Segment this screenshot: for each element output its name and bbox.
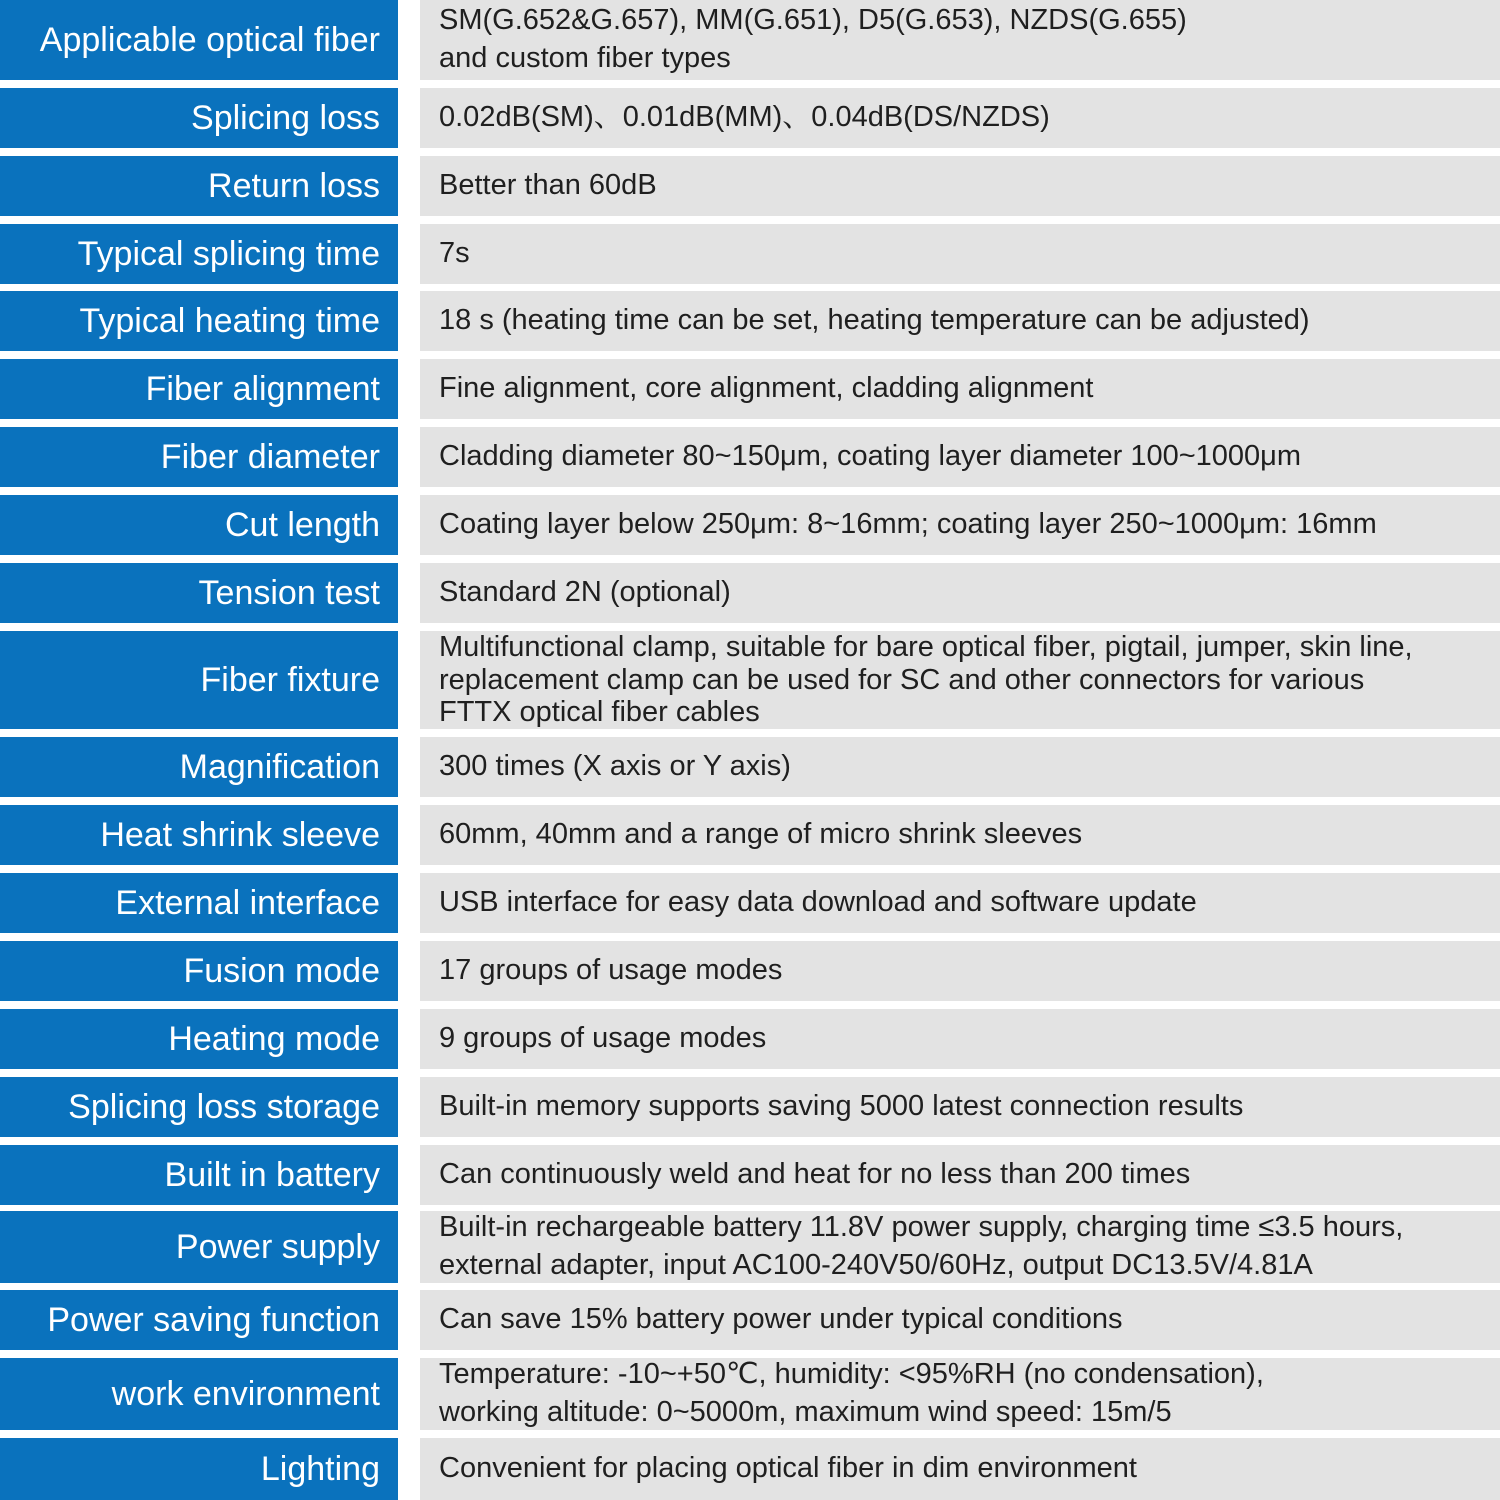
spec-value [420,873,1500,933]
spec-value-text: Can continuously weld and heat for no less than 200 times [439,1158,1191,1191]
spec-row-power-supply [0,1211,1500,1283]
spec-value-text: Can save 15% battery power under typical conditions [439,1303,1123,1336]
spec-value-text: 300 times (X axis or Y axis) [439,750,791,783]
spec-label: work environment [0,1358,398,1430]
spec-label: Typical heating time [0,291,398,351]
spec-row-splicing-loss [0,88,1500,148]
spec-row-applicable-optical-fiber [0,0,1500,80]
spec-value-text: SM(G.652&G.657), MM(G.651), D5(G.653), NZDS(G.655) and custom fiber types [439,4,1187,74]
spec-value [420,1009,1500,1069]
spec-label: Built in battery [0,1145,398,1205]
spec-value [420,1211,1500,1283]
spec-row-typical-heating-time [0,291,1500,351]
spec-value-text: 9 groups of usage modes [439,1022,767,1055]
spec-label: Heating mode [0,1009,398,1069]
spec-row-heating-mode [0,1009,1500,1069]
spec-label: Lighting [0,1438,398,1500]
spec-value-text: 7s [439,237,470,270]
spec-value-text: Coating layer below 250μm: 8~16mm; coating layer 250~1000μm: 16mm [439,508,1377,541]
spec-value [420,495,1500,555]
spec-value-text: USB interface for easy data download and software update [439,886,1197,919]
spec-value [420,0,1500,80]
spec-value-text: Built-in memory supports saving 5000 latest connection results [439,1090,1244,1123]
spec-label: Splicing loss storage [0,1077,398,1137]
spec-value-text: Temperature: -10~+50℃, humidity: <95%RH (no condensation), working altitude: 0~5000m, maximum wind speed: 15m/5 [439,1358,1264,1428]
spec-row-fiber-alignment [0,359,1500,419]
spec-value [420,359,1500,419]
spec-label: Typical splicing time [0,224,398,284]
spec-value [420,1077,1500,1137]
spec-row-return-loss [0,156,1500,216]
spec-value-text: 17 groups of usage modes [439,954,783,987]
spec-value [420,1438,1500,1500]
spec-row-fiber-diameter [0,427,1500,487]
spec-value-text: 18 s (heating time can be set, heating temperature can be adjusted) [439,304,1310,337]
spec-value-text: Cladding diameter 80~150μm, coating layer diameter 100~1000μm [439,440,1302,473]
spec-row-external-interface [0,873,1500,933]
spec-label: Cut length [0,495,398,555]
spec-value [420,1145,1500,1205]
spec-value-text: Fine alignment, core alignment, cladding alignment [439,372,1094,405]
spec-value-text: 0.02dB(SM)、0.01dB(MM)、0.04dB(DS/NZDS) [439,101,1050,134]
spec-label: Power saving function [0,1290,398,1350]
spec-value [420,941,1500,1001]
spec-value-text: Built-in rechargeable battery 11.8V power supply, charging time ≤3.5 hours, external adapter, input AC100-240V50/60Hz, output DC13.5V/4.81A [439,1211,1404,1281]
spec-value-text: 60mm, 40mm and a range of micro shrink sleeves [439,818,1083,851]
spec-row-fusion-mode [0,941,1500,1001]
spec-row-typical-splicing-time [0,224,1500,284]
spec-label: Splicing loss [0,88,398,148]
spec-value [420,563,1500,623]
spec-value [420,805,1500,865]
spec-label: Heat shrink sleeve [0,805,398,865]
spec-row-magnification [0,737,1500,797]
spec-label: Magnification [0,737,398,797]
spec-row-built-in-battery [0,1145,1500,1205]
spec-label: Return loss [0,156,398,216]
spec-value-text: Standard 2N (optional) [439,576,731,609]
spec-value [420,156,1500,216]
spec-value [420,1290,1500,1350]
spec-row-work-environment [0,1358,1500,1430]
spec-value [420,224,1500,284]
spec-row-fiber-fixture [0,631,1500,729]
spec-label: Power supply [0,1211,398,1283]
spec-label: Fusion mode [0,941,398,1001]
spec-value [420,1358,1500,1430]
spec-value [420,427,1500,487]
spec-label: Fiber alignment [0,359,398,419]
spec-row-splicing-loss-storage [0,1077,1500,1137]
spec-row-cut-length [0,495,1500,555]
spec-row-tension-test [0,563,1500,623]
spec-row-lighting [0,1438,1500,1500]
spec-value [420,291,1500,351]
spec-label: Tension test [0,563,398,623]
spec-label: Applicable optical fiber [0,0,398,80]
spec-row-heat-shrink-sleeve [0,805,1500,865]
spec-label: External interface [0,873,398,933]
spec-value-text: Multifunctional clamp, suitable for bare optical fiber, pigtail, jumper, skin line, replacement clamp can be used for SC and other connectors for various FTTX optical fiber cables [439,630,1413,729]
spec-label: Fiber fixture [0,631,398,729]
spec-value [420,631,1500,729]
spec-value-text: Better than 60dB [439,169,657,202]
spec-value [420,88,1500,148]
spec-row-power-saving-function [0,1290,1500,1350]
spec-value-text: Convenient for placing optical fiber in dim environment [439,1452,1137,1485]
spec-value [420,737,1500,797]
spec-label: Fiber diameter [0,427,398,487]
